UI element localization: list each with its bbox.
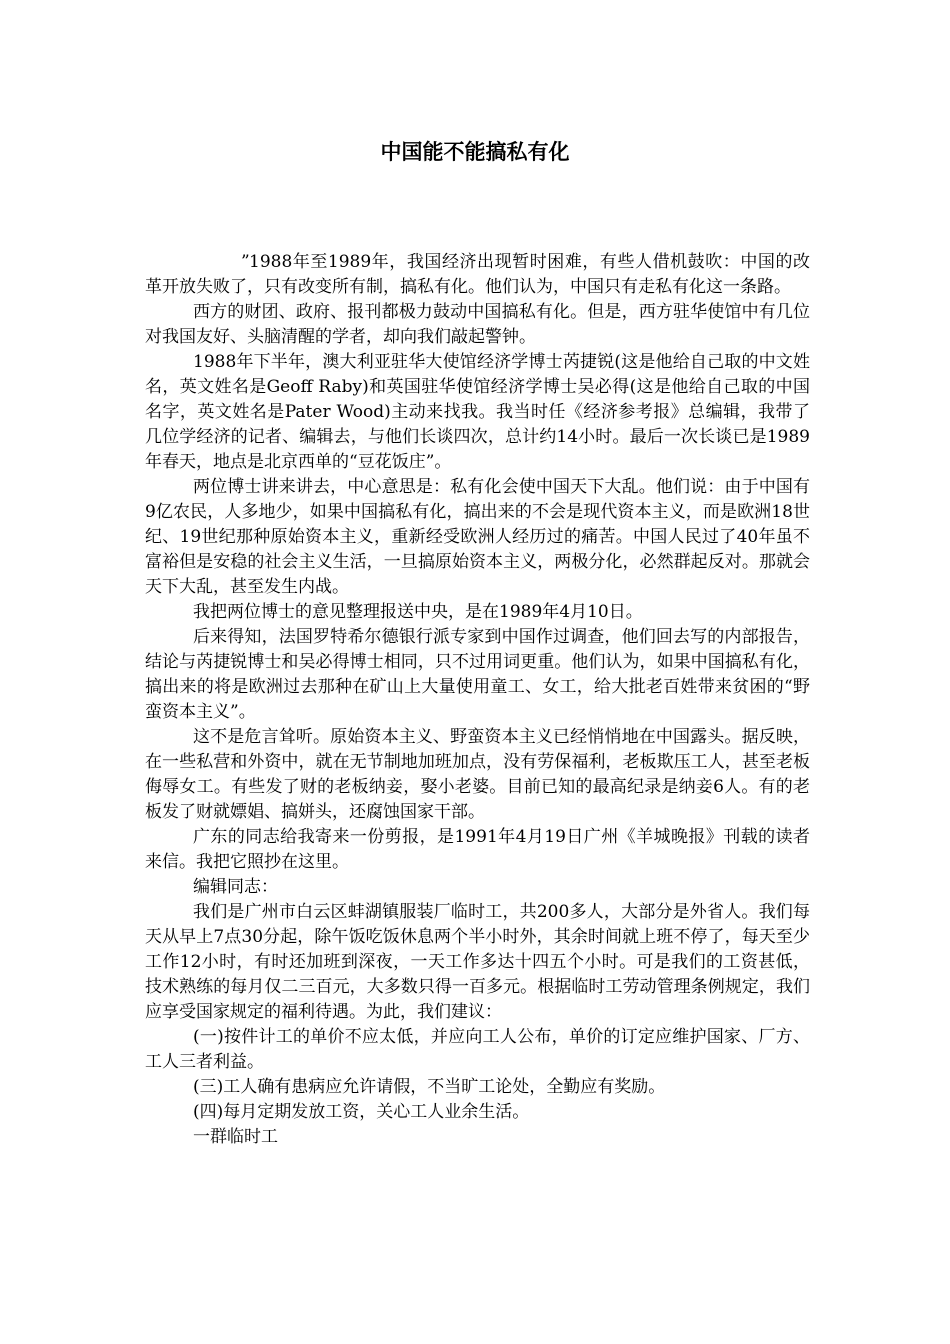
letter-suggestion: (一)按件计工的单价不应太低，并应向工人公布，单价的订定应维护国家、厂方、工人三者利益。 (145, 1027, 810, 1072)
document-body (145, 250, 810, 1150)
paragraph: 这不是危言耸听。原始资本主义、野蛮资本主义已经悄悄地在中国露头。据反映，在一些私营和外资中，就在无节制地加班加点，没有劳保福利，老板欺压工人，甚至老板侮辱女工。有些发了财的老板纳妾，娶小老婆。目前已知的最高纪录是纳妾6人。有的老板发了财就嫖娼、搞姘头，还腐蚀国家干部。 (145, 727, 810, 822)
letter-suggestion: (三)工人确有患病应允许请假，不当旷工论处，全勤应有奖励。 (193, 1077, 666, 1097)
paragraph: 我把两位博士的意见整理报送中央，是在1989年4月10日。 (193, 602, 643, 622)
paragraph: 广东的同志给我寄来一份剪报，是1991年4月19日广州《羊城晚报》刊载的读者来信。我把它照抄在这里。 (145, 827, 810, 872)
document-title: 中国能不能搞私有化 (380, 140, 570, 164)
paragraph: 两位博士讲来讲去，中心意思是：私有化会使中国天下大乱。他们说：由于中国有9亿农民，人多地少，如果中国搞私有化，搞出来的不会是现代资本主义，而是欧洲18世纪、19世纪那种原始资本主义，重新经受欧洲人经历过的痛苦。中国人民过了40年虽不富裕但是安稳的社会主义生活，一旦搞原始资本主义，两极分化，必然群起反对。那就会天下大乱，甚至发生内战。 (145, 477, 810, 597)
letter-salutation: 编辑同志： (193, 877, 278, 897)
letter-paragraph: 我们是广州市白云区蚌湖镇服装厂临时工，共200多人，大部分是外省人。我们每天从早上7点30分起，除午饭吃饭休息两个半小时外，其余时间就上班不停了，每天至少工作12小时，有时还加班到深夜，一天工作多达十四五个小时。可是我们的工资甚低，技术熟练的每月仅二三百元，大多数只得一百多元。根据临时工劳动管理条例规定，我们应享受国家规定的福利待遇。为此，我们建议： (145, 902, 810, 1022)
paragraph: 1988年下半年，澳大利亚驻华大使馆经济学博士芮捷锐(这是他给自己取的中文姓名，英文姓名是Geoff Raby)和英国驻华使馆经济学博士吴必得(这是他给自己取的中国名字，英文姓名是Pater Wood)主动来找我。我当时任《经济参考报》总编辑，我带了几位学经济的记者、编辑去，与他们长谈四次，总计约14小时。最后一次长谈已是1989年春天，地点是北京西单的“豆花饭庄”。 (145, 352, 810, 472)
lead-quote-mark: ” (241, 252, 250, 272)
paragraph: 后来得知，法国罗特希尔德银行派专家到中国作过调查，他们回去写的内部报告，结论与芮捷锐博士和吴必得博士相同，只不过用词更重。他们认为，如果中国搞私有化，搞出来的将是欧洲过去那种在矿山上大量使用童工、女工，给大批老百姓带来贫困的“野蛮资本主义”。 (145, 627, 810, 722)
letter-suggestion: (四)每月定期发放工资，关心工人业余生活。 (193, 1102, 530, 1122)
paragraph (145, 250, 810, 300)
paragraph-text: 1988年至1989年，我国经济出现暂时困难，有些人借机鼓吹：中国的改革开放失败了，只有改变所有制，搞私有化。他们认为，中国只有走私有化这一条路。 (145, 252, 810, 297)
letter-signature: 一群临时工 (193, 1127, 278, 1147)
paragraph: 西方的财团、政府、报刊都极力鼓动中国搞私有化。但是，西方驻华使馆中有几位对我国友好、头脑清醒的学者，却向我们敲起警钟。 (145, 302, 810, 347)
